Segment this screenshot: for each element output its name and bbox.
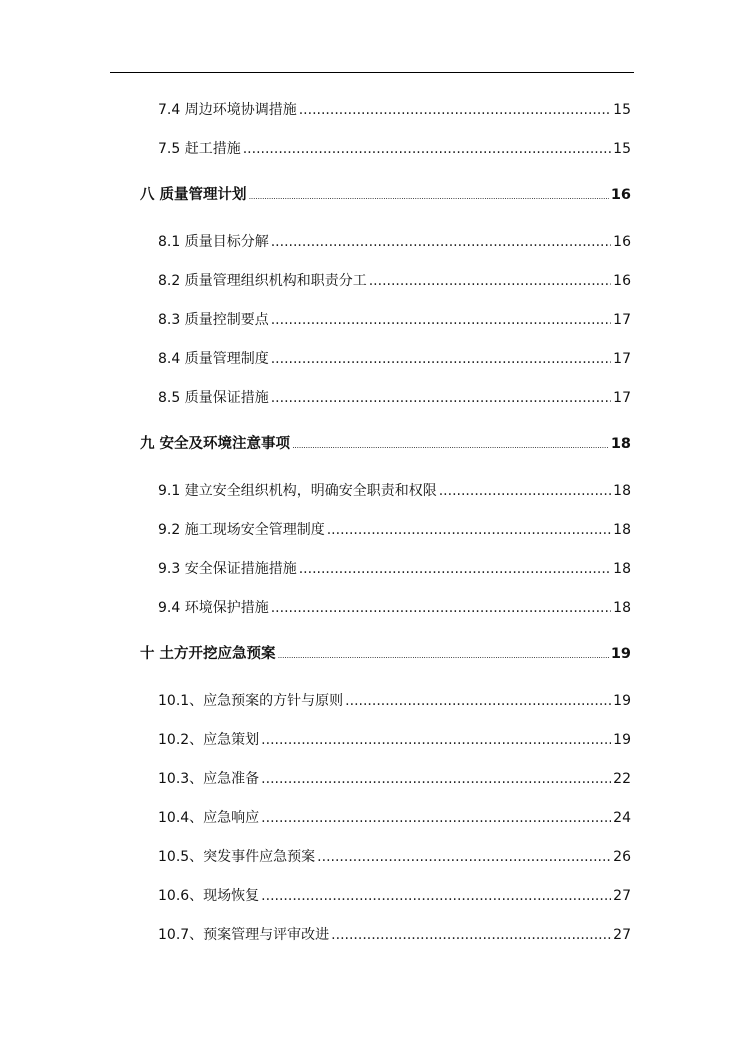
toc-chapter-page: 19 (610, 646, 631, 662)
toc-entry-title: 8.4 质量管理制度 (158, 351, 269, 367)
toc-entry-title: 8.1 质量目标分解 (158, 234, 269, 250)
toc-entry-title: 9.2 施工现场安全管理制度 (158, 522, 325, 538)
toc-chapter-title: 八 质量管理计划 (140, 187, 247, 203)
toc-leader-dots (243, 140, 611, 158)
toc-entry-9-1[interactable] (158, 482, 631, 500)
toc-entry-page: 18 (613, 561, 631, 577)
toc-entry-page: 17 (613, 312, 631, 328)
toc-entry-title: 8.3 质量控制要点 (158, 312, 269, 328)
toc-leader-dots (292, 437, 609, 455)
toc-leader-dots (261, 770, 611, 788)
toc-entry-10-4[interactable] (158, 809, 631, 827)
toc-leader-dots (271, 599, 611, 617)
toc-entry-title: 10.3、应急准备 (158, 771, 260, 787)
toc-leader-dots (369, 272, 611, 290)
toc-entry-title: 10.7、预案管理与评审改进 (158, 927, 330, 943)
toc-chapter-title: 九 安全及环境注意事项 (140, 436, 291, 452)
toc-entry-10-7[interactable] (158, 926, 631, 944)
toc-entry-page: 15 (613, 102, 631, 118)
toc-entry-page: 22 (613, 771, 631, 787)
toc-entry-title: 7.4 周边环境协调措施 (158, 102, 297, 118)
toc-entry-10-3[interactable] (158, 770, 631, 788)
toc-entry-8-3[interactable] (158, 311, 631, 329)
toc-chapter-page: 16 (610, 187, 631, 203)
toc-leader-dots (271, 350, 611, 368)
toc-leader-dots (299, 560, 611, 578)
toc-leader-dots (261, 809, 611, 827)
toc-entry-page: 19 (613, 732, 631, 748)
toc-entry-title: 9.4 环境保护措施 (158, 600, 269, 616)
toc-leader-dots (271, 233, 611, 251)
toc-entry-10-2[interactable] (158, 731, 631, 749)
toc-leader-dots (261, 887, 611, 905)
toc-entry-title: 8.2 质量管理组织机构和职责分工 (158, 273, 367, 289)
toc-entry-title: 10.5、突发事件应急预案 (158, 849, 316, 865)
toc-chapter-10[interactable] (140, 645, 631, 665)
toc-chapter-title: 十 土方开挖应急预案 (140, 646, 276, 662)
toc-entry-title: 10.1、应急预案的方针与原则 (158, 693, 344, 709)
toc-chapter-8[interactable] (140, 186, 631, 206)
toc-entry-title: 8.5 质量保证措施 (158, 390, 269, 406)
toc-leader-dots (439, 482, 611, 500)
toc-entry-page: 18 (613, 522, 631, 538)
toc-entry-title: 10.6、现场恢复 (158, 888, 260, 904)
toc-leader-dots (345, 692, 611, 710)
toc-entry-9-2[interactable] (158, 521, 631, 539)
toc-entry-10-1[interactable] (158, 692, 631, 710)
toc-leader-dots (271, 311, 611, 329)
toc-entry-10-6[interactable] (158, 887, 631, 905)
toc-leader-dots (317, 848, 611, 866)
toc-entry-page: 24 (613, 810, 631, 826)
toc-leader-dots (278, 647, 609, 665)
toc-leader-dots (299, 101, 611, 119)
toc-leader-dots (261, 731, 611, 749)
toc-entry-page: 15 (613, 141, 631, 157)
toc-entry-8-1[interactable] (158, 233, 631, 251)
toc-entry-7-5[interactable] (158, 140, 631, 158)
toc-entry-10-5[interactable] (158, 848, 631, 866)
toc-chapter-page: 18 (610, 436, 631, 452)
toc-chapter-9[interactable] (140, 435, 631, 455)
toc-entry-page: 17 (613, 390, 631, 406)
toc-entry-page: 26 (613, 849, 631, 865)
toc-entry-title: 10.4、应急响应 (158, 810, 260, 826)
toc-entry-page: 27 (613, 927, 631, 943)
toc-entry-title: 10.2、应急策划 (158, 732, 260, 748)
toc-entry-9-4[interactable] (158, 599, 631, 617)
toc-entry-page: 27 (613, 888, 631, 904)
toc-entry-page: 17 (613, 351, 631, 367)
toc-entry-title: 9.1 建立安全组织机构，明确安全职责和权限 (158, 483, 437, 499)
toc-entry-page: 18 (613, 600, 631, 616)
toc-leader-dots (271, 389, 611, 407)
toc-entry-8-2[interactable] (158, 272, 631, 290)
toc-entry-7-4[interactable] (158, 101, 631, 119)
toc-entry-8-5[interactable] (158, 389, 631, 407)
toc-entry-title: 7.5 赶工措施 (158, 141, 241, 157)
toc-entry-page: 18 (613, 483, 631, 499)
toc-entry-page: 16 (613, 234, 631, 250)
toc-entry-page: 16 (613, 273, 631, 289)
toc-entry-page: 19 (613, 693, 631, 709)
toc-entry-title: 9.3 安全保证措施措施 (158, 561, 297, 577)
toc-entry-9-3[interactable] (158, 560, 631, 578)
toc-entry-8-4[interactable] (158, 350, 631, 368)
toc-leader-dots (327, 521, 611, 539)
toc-leader-dots (249, 188, 609, 206)
toc-leader-dots (331, 926, 611, 944)
